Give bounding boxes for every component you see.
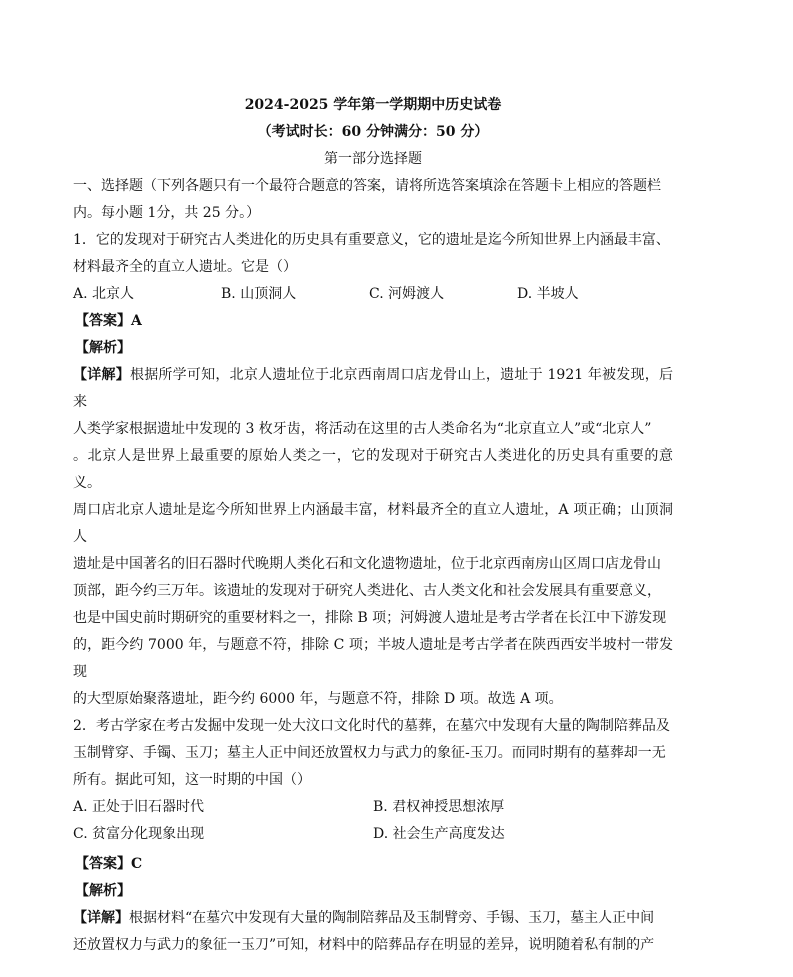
q2-option-d: D. 社会生产高度发达 [373, 826, 505, 842]
q2-answer-line [73, 851, 673, 878]
q2-stem-line-3: 所有。据此可知，这一时期的中国（） [73, 772, 311, 788]
section-intro-line-1: 一、选择题（下列各题只有一个最符合题意的答案，请将所选答案填涂在答题卡上相应的答题栏 [73, 178, 661, 194]
q1-option-c: C. 河姆渡人 [369, 286, 445, 302]
section-intro-line-2: 内。每小题 1分，共 25 分。） [73, 205, 261, 221]
question-2 [73, 713, 673, 959]
q2-detail-text-1: 根据材料“在墓穴中发现有大量的陶制陪葬品及玉制臂旁、手锡、玉刀，墓主人正中间 [129, 910, 655, 926]
question-1 [73, 227, 673, 713]
q2-options-row-1 [73, 794, 673, 821]
q2-answer-value: C [131, 856, 143, 872]
q1-detail-text-1: 根据所学可知，北京人遗址位于北京西南周口店龙骨山上，遗址于 1921 年被发现，后来 [73, 367, 674, 410]
q2-detail-line-2: 还放置权力与武力的象征一玉刀”可知，材料中的陪葬品存在明显的差异，说明随着私有制的产 [73, 937, 655, 953]
exam-info: （考试时长：60 分钟满分：50 分） [257, 124, 489, 140]
q1-detail-tag: 【详解】 [73, 367, 130, 383]
q2-stem-line-1: 2．考古学家在考古发掘中发现一处大汶口文化时代的墓葬，在墓穴中发现有大量的陶制陪葬品及 [73, 718, 670, 734]
q1-detail-line-4: 周口店北京人遗址是迄今所知世界上内涵最丰富，材料最齐全的直立人遗址，A 项正确；山顶洞人 [73, 502, 673, 545]
q2-analysis-tag: 【解析】 [75, 883, 131, 899]
q1-detail-line-6: 顶部，距今约三万年。该遗址的发现对于研究人类进化、古人类文化和社会发展具有重要意义， [73, 583, 661, 599]
q1-detail-line-8: 的，距今约 7000 年，与题意不符，排除 C 项；半坡人遗址是考古学者在陕西西安半坡村一带发现 [73, 637, 673, 680]
q1-stem-line-1: 1．它的发现对于研究古人类进化的历史具有重要意义，它的遗址是迄今所知世界上内涵最丰富、 [73, 232, 670, 248]
q2-options-row-2 [73, 821, 673, 848]
q1-detail-line-5: 遗址是中国著名的旧石器时代晚期人类化石和文化遗物遗址，位于北京西南房山区周口店龙骨山 [73, 556, 661, 572]
document-content [73, 92, 673, 959]
q2-option-c: C. 贫富分化现象出现 [73, 826, 205, 842]
exam-title: 2024-2025 学年第一学期期中历史试卷 [244, 97, 502, 113]
q1-answer-line [73, 308, 673, 335]
q1-detail-line-2: 人类学家根据遗址中发现的 3 枚牙齿，将活动在这里的古人类命名为“北京直立人”或“北京人” [73, 421, 652, 437]
q1-detail-line-1 [73, 362, 673, 416]
q2-option-b: B. 君权神授思想浓厚 [373, 799, 505, 815]
q1-option-a: A. 北京人 [73, 286, 135, 302]
q2-answer-tag: 【答案】 [75, 856, 131, 872]
q1-detail-line-7: 也是中国史前时期研究的重要材料之一，排除 B 项；河姆渡人遗址是考古学者在长江中下游发现 [73, 610, 667, 626]
q2-detail-line-1 [73, 905, 673, 932]
q1-detail-line-3: 。北京人是世界上最重要的原始人类之一，它的发现对于研究古人类进化的历史具有重要的意义。 [73, 448, 673, 491]
q1-options [73, 281, 673, 308]
q2-stem-line-2: 玉制臂穿、手镯、玉刀；墓主人正中间还放置权力与武力的象征-玉刀。而同时期有的墓葬却一无 [73, 745, 666, 761]
q1-option-b: B. 山顶洞人 [221, 286, 297, 302]
q1-option-d: D. 半坡人 [517, 286, 579, 302]
q1-answer-value: A [131, 313, 142, 329]
q1-stem-line-2: 材料最齐全的直立人遗址。它是（） [73, 259, 297, 275]
q2-detail-tag: 【详解】 [73, 910, 129, 926]
q1-analysis-tag: 【解析】 [75, 340, 131, 356]
part-title: 第一部分选择题 [324, 151, 422, 167]
q2-option-a: A. 正处于旧石器时代 [73, 799, 205, 815]
q1-detail-line-9: 的大型原始聚落遗址，距今约 6000 年，与题意不符，排除 D 项。故选 A 项。 [73, 691, 563, 707]
q1-answer-tag: 【答案】 [75, 313, 131, 329]
